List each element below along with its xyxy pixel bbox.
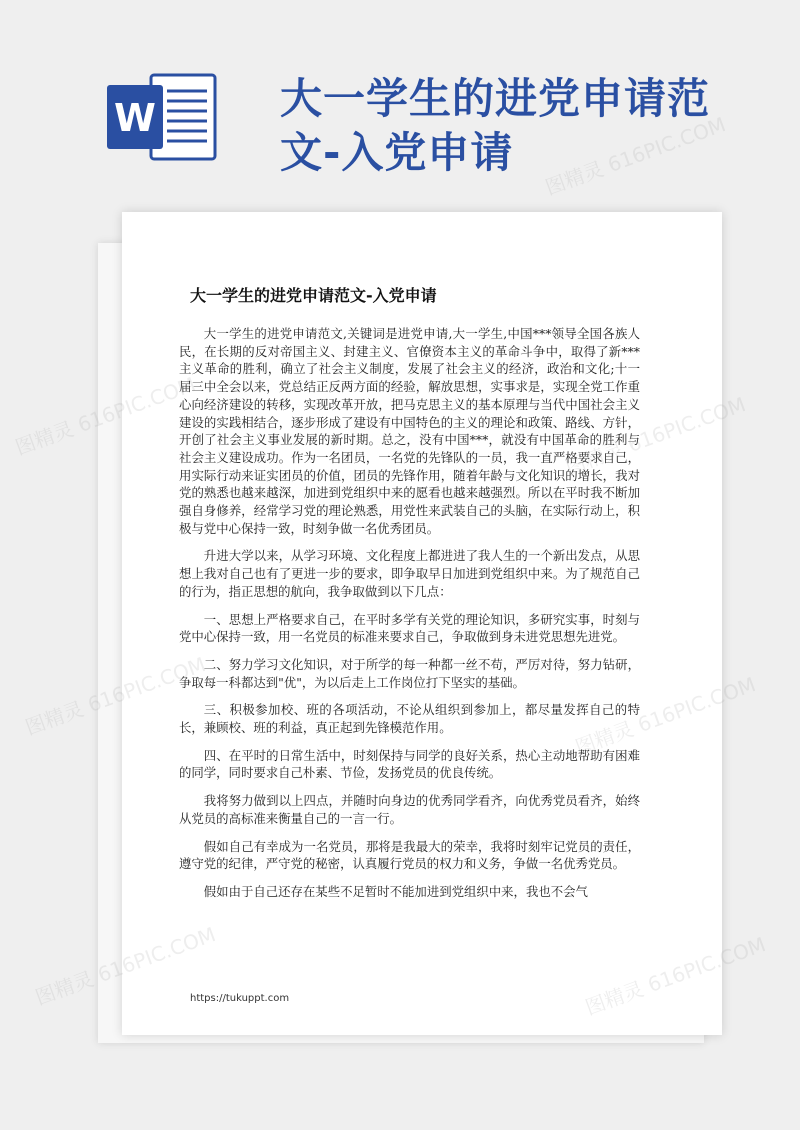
watermark: 图精灵 [22,696,87,740]
paragraph: 假如由于自己还存在某些不足暂时不能加进到党组织中来，我也不会气 [203,883,588,899]
source-url: https://tukuppt.com [190,993,290,1004]
watermark: 图精灵 [12,416,77,460]
paragraph: 三、积极参加校、班的各项活动，不论从组织到参加上，都尽量发挥自己的特长，兼顾校、班的利益，真正起到先锋模范作用。 [179,702,640,736]
paragraph: 大一学生的进党申请范文,关键词是进党申请,大一学生,中国***领导全国各族人民，在长期的反对帝国主义、封建主义、官僚资本主义的革命斗争中，取得了新***主义革命的胜利，确立了社会主义制度，发展了社会主义的经济，政治和文化;十一届三中全会以来，党总结正反两方面的经验，解放思想，实事求是，实现全党工作重心向经济建设的转移，实现改革开放，把马克思主义的基本原理与当代中国社会主义建设的实践相结合，逐步形成了建设有中国特色的主义的理论和政策、路线、方针，开创了社会主义事业发展的新时期。总之，没有中国***，就没有中国革命的胜利与社会主义建设成功。作为一名团员，一名党的先锋队的一员，我一直严格要求自己，用实际行动来证实团员的价值，团员的先锋作用，随着年龄与文化知识的增长，我对党的熟悉也越来越深，加进到党组织中来的愿看也越来越强烈。所以在平时我不断加强自身修养，经常学习党的理论熟悉，用党性来武装自己的头脑，在实际行动上，积极与党中心保持一致，时刻争做一名优秀团员。 [179,326,640,536]
paragraph: 我将努力做到以上四点，并随时向身边的优秀同学看齐，向优秀党员看齐，始终从党员的高标准来衡量自己的一言一行。 [179,793,640,826]
paragraph: 假如自己有幸成为一名党员，那将是我最大的荣幸，我将时刻牢记党员的责任，遵守党的纪律，严守党的秘密，认真履行党员的权力和义务，争做一名优秀党员。 [179,838,640,872]
paragraph: 升进大学以来，从学习环境、文化程度上都进进了我人生的一个新出发点，从思想上我对自己也有了更进一步的要求，即争取早日加进到党组织中来。为了规范自己的行为，指正思想的航向，我争取做到以下几点： [179,548,640,599]
page-title-line-2: 文-入党申请 [280,128,514,177]
document-body [179,325,640,911]
document-page [122,212,722,1035]
document-title: 大一学生的进党申请范文-入党申请 [190,286,437,305]
svg-text:W: W [114,96,156,140]
paragraph: 二、努力学习文化知识，对于所学的每一种都一丝不苟，严厉对待，努力钻研，争取每一科都达到"优"，为以后走上工作岗位打下坚实的基础。 [179,656,640,690]
paragraph: 四、在平时的日常生活中，时刻保持与同学的良好关系，热心主动地帮助有困难的同学，同时要求自己朴素、节俭，发扬党员的优良传统。 [179,747,640,781]
header [0,0,800,200]
watermark: 图精灵 616PIC.COM [542,112,729,200]
page-title-line-1: 大一学生的进党申请范 [280,74,711,123]
watermark: 图精灵 [32,966,97,1010]
word-document-icon [107,73,219,161]
paragraph: 一、思想上严格要求自己，在平时多学有关党的理论知识，多研究实事，时刻与党中心保持一致，用一名党员的标准来要求自己，争取做到身未进党思想先进党。 [179,611,640,645]
